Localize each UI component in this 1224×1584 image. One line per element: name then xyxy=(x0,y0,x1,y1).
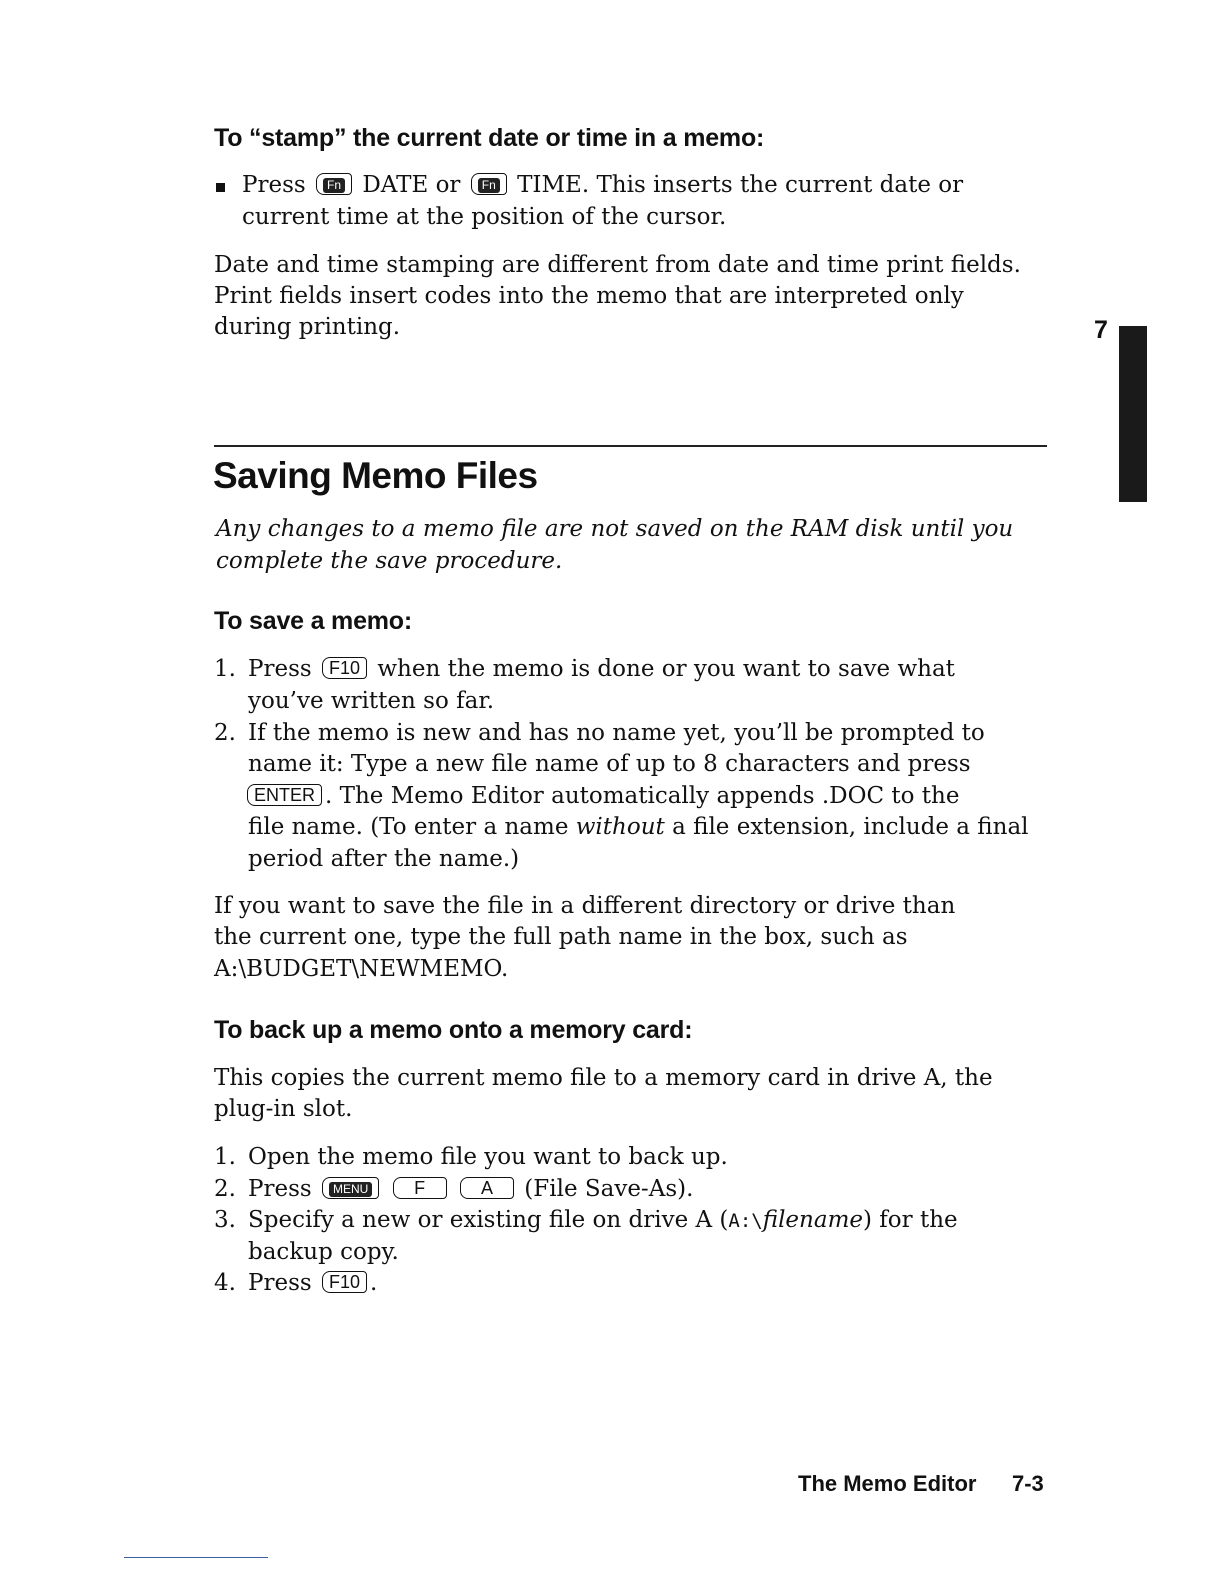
f10-key: F10 xyxy=(322,1271,367,1293)
section-intro-line-2: complete the save procedure. xyxy=(216,548,563,574)
fn-key-time: Fn xyxy=(471,173,507,195)
save-step2-line4-italic: without xyxy=(575,814,665,840)
backup-step1-number: 1. xyxy=(214,1144,236,1170)
backup-heading: To back up a memo onto a memory card: xyxy=(214,1016,693,1044)
save-step2-line2: name it: Type a new file name of up to 8 characters and press xyxy=(248,751,971,777)
save-para-line-3: A:\BUDGET\NEWMEMO. xyxy=(214,956,509,982)
bullet-marker xyxy=(216,183,225,192)
backup-step3-b: ) for the xyxy=(863,1207,958,1233)
file-save-as-text: (File Save-As). xyxy=(524,1176,694,1202)
save-step2-line4 xyxy=(248,812,1029,844)
save-step2-line4-b: a file extension, include a final xyxy=(672,814,1029,840)
date-label: DATE or xyxy=(362,172,461,198)
enter-key: ENTER xyxy=(247,784,322,806)
footer-page-number: 7-3 xyxy=(1012,1471,1044,1496)
stamp-heading: To “stamp” the current date or time in a memo: xyxy=(214,124,765,152)
section-intro-line-1: Any changes to a memo file are not saved on the RAM disk until you xyxy=(216,516,1014,542)
save-step2-number: 2. xyxy=(214,720,236,746)
save-heading: To save a memo: xyxy=(214,607,413,635)
backup-step3-number: 3. xyxy=(214,1207,236,1233)
save-para-line-1: If you want to save the file in a different directory or drive than xyxy=(214,893,956,919)
backup-step2-line xyxy=(248,1174,693,1206)
chapter-tab-bar xyxy=(1119,326,1147,502)
footer-chapter-title: The Memo Editor xyxy=(798,1471,977,1496)
save-step2-line5: period after the name.) xyxy=(248,846,520,872)
save-step1-line2: you’ve written so far. xyxy=(248,688,495,714)
time-description: TIME. This inserts the current date or xyxy=(517,172,964,198)
save-step1-line1 xyxy=(248,654,955,686)
press-word: Press xyxy=(248,1176,312,1202)
stamp-bullet-line2: current time at the position of the cursor. xyxy=(242,204,727,230)
f-key: F xyxy=(393,1177,447,1199)
period: . xyxy=(370,1270,378,1296)
stamp-bullet-line1 xyxy=(242,170,963,202)
section-title: Saving Memo Files xyxy=(213,455,538,496)
backup-step1-text: Open the memo file you want to back up. xyxy=(248,1144,728,1170)
save-para-line-2: the current one, type the full path name in the box, such as xyxy=(214,924,908,950)
backup-step3-line1 xyxy=(248,1205,958,1238)
section-rule xyxy=(214,445,1047,447)
stamp-para-line-2: Print fields insert codes into the memo that are interpreted only xyxy=(214,283,964,309)
backup-step4-number: 4. xyxy=(214,1270,236,1296)
filename-italic: filename xyxy=(762,1207,863,1233)
press-word: Press xyxy=(248,1270,312,1296)
backup-para-line-1: This copies the current memo file to a memory card in drive A, the xyxy=(214,1065,993,1091)
backup-step3-line2: backup copy. xyxy=(248,1239,399,1265)
save-step2-line4-a: file name. (To enter a name xyxy=(248,814,569,840)
save-step2-line1: If the memo is new and has no name yet, you’ll be prompted to xyxy=(248,720,985,746)
backup-step4-line xyxy=(248,1268,377,1300)
fn-key-date: Fn xyxy=(316,173,352,195)
stamp-para-line-3: during printing. xyxy=(214,314,401,340)
press-word: Press xyxy=(248,656,312,682)
a-key: A xyxy=(460,1177,514,1199)
bottom-edge-line xyxy=(124,1557,268,1558)
menu-key: MENU xyxy=(322,1177,379,1199)
save-step2-line3-text: . The Memo Editor automatically appends .DOC to the xyxy=(325,783,960,809)
backup-step2-number: 2. xyxy=(214,1176,236,1202)
stamp-para-line-1: Date and time stamping are different from date and time print fields. xyxy=(214,252,1021,278)
drive-path-mono: A:\ xyxy=(728,1210,763,1232)
chapter-tab-number: 7 xyxy=(1094,316,1108,344)
save-step1-text: when the memo is done or you want to save what xyxy=(377,656,955,682)
press-word: Press xyxy=(242,172,306,198)
backup-step3-a: Specify a new or existing file on drive A ( xyxy=(248,1207,729,1233)
save-step1-number: 1. xyxy=(214,656,236,682)
f10-key: F10 xyxy=(322,657,367,679)
backup-para-line-2: plug-in slot. xyxy=(214,1096,353,1122)
save-step2-line3 xyxy=(244,781,959,813)
